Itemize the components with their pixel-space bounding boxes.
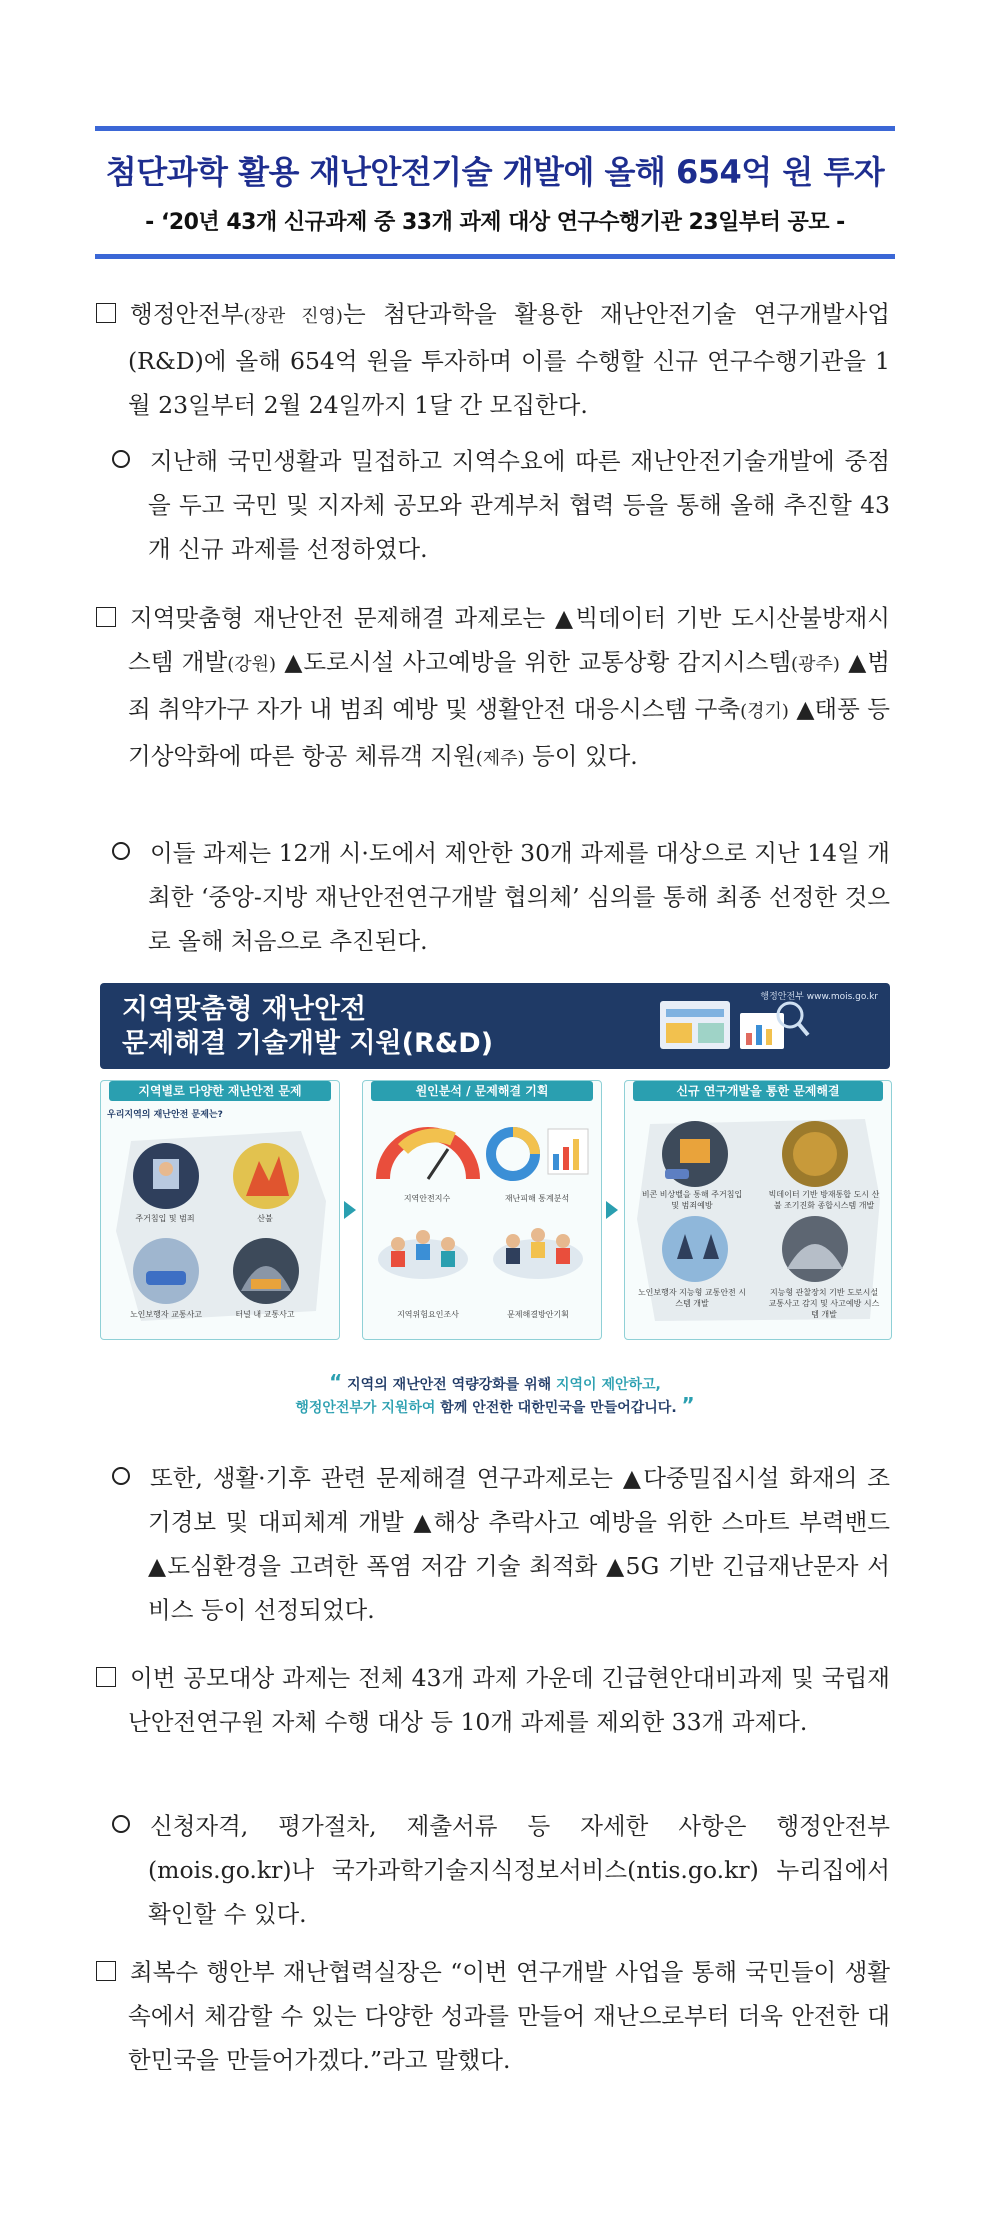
ministry-logo: 행정안전부 www.mois.go.kr: [760, 992, 878, 1002]
infographic: [100, 975, 890, 1430]
paragraph-2: 지난해 국민생활과 밀접하고 지역수요에 따른 재난안전기술개발에 중점을 두고 국민 및 지자체 공모와 관계부처 협력 등을 통해 올해 추진할 43개 신규 과제를 선정하였다.: [112, 439, 890, 571]
square-bullet-icon: [96, 607, 116, 627]
paragraph-5: 또한, 생활·기후 관련 문제해결 연구과제로는 ▲다중밀집시설 화재의 조기경보 및 대피체계 개발 ▲해상 추락사고 예방을 위한 스마트 부력밴드 ▲도심환경을 고려한 폭염 저감 기술 최적화 ▲5G 기반 긴급재난문자 서비스 등이 선정되었다.: [112, 1456, 890, 1632]
paragraph-8: 최복수 행안부 재난협력실장은 “이번 연구개발 사업을 통해 국민들이 생활 속에서 체감할 수 있는 다양한 성과를 만들어 재난으로부터 더욱 안전한 대한민국을 만들어가겠다.”라고 말했다.: [96, 1950, 890, 2082]
top-rule: [95, 126, 895, 131]
infographic-banner: [100, 983, 890, 1069]
panel-1-question: 우리지역의 재난안전 문제는?: [107, 1110, 223, 1120]
panel-3-header: 신규 연구개발을 통한 문제해결: [633, 1081, 883, 1101]
analytics-illustration-icon: [660, 993, 810, 1063]
panel-1-header: 지역별로 다양한 재난안전 문제: [109, 1081, 331, 1101]
panel-2-header: 원인분석 / 문제해결 기획: [371, 1081, 593, 1101]
paragraph-3: 지역맞춤형 재난안전 문제해결 과제로는 ▲빅데이터 기반 도시산불방재시스템 개발(강원) ▲도로시설 사고예방을 위한 교통상황 감지시스템(광주) ▲범죄 취약가구 자가 내 범죄 예방 및 생활안전 대응시스템 구축(경기) ▲태풍 등 기상악화에 따른 항공 체류객 지원(제주) 등이 있다.: [96, 596, 890, 781]
regional-problem-illustrations: [101, 1121, 339, 1331]
circle-bullet-icon: [112, 1815, 130, 1833]
infographic-title: 지역맞춤형 재난안전 문제해결 기술개발 지원(R&D): [122, 994, 494, 1059]
panel-regional-problems: 지역별로 다양한 재난안전 문제 우리지역의 재난안전 문제는? 주거침입 및 범죄 산불 노인보행자 교통사고 터널 내 교통사고: [100, 1080, 340, 1340]
paragraph-1: 행정안전부(장관 진영)는 첨단과학을 활용한 재난안전기술 연구개발사업(R&D)에 올해 654억 원을 투자하며 이를 수행할 신규 연구수행기관을 1월 23일부터 2월 24일까지 1달 간 모집한다.: [96, 292, 890, 427]
infographic-quote-line-2: 행정안전부가 지원하여 함께 안전한 대한민국을 만들어갑니다. ”: [295, 1393, 695, 1417]
page-subtitle: - ‘20년 43개 신규과제 중 33개 과제 대상 연구수행기관 23일부터 공모 -: [145, 210, 845, 235]
square-bullet-icon: [96, 1667, 116, 1687]
bottom-rule: [95, 254, 895, 259]
flow-arrow-icon: [606, 1201, 618, 1219]
panel-new-rnd-solutions: 신규 연구개발을 통한 문제해결 비콘 비상벨을 통해 주거침입 및 범죄예방 빅데이터 기반 방재통합 도시 산불 조기진화 종합시스템 개발 노인보행자 지능형 교통안전 시스템 개발 지능형 관찰장치 기반 도로시설 교통사고 감지 및 사고예방 시스템 개발: [624, 1080, 892, 1340]
paragraph-4: 이들 과제는 12개 시·도에서 제안한 30개 과제를 대상으로 지난 14일 개최한 ‘중앙-지방 재난안전연구개발 협의체’ 심의를 통해 최종 선정한 것으로 올해 처음으로 추진된다.: [112, 831, 890, 963]
paragraph-6: 이번 공모대상 과제는 전체 43개 과제 가운데 긴급현안대비과제 및 국립재난안전연구원 자체 수행 대상 등 10개 과제를 제외한 33개 과제다.: [96, 1656, 890, 1744]
panel-analysis-planning: 원인분석 / 문제해결 기획 지역안전지수 재난피해 통계분석 지역위험요인조사 문제해결방안기획: [362, 1080, 602, 1340]
circle-bullet-icon: [112, 1467, 130, 1485]
analysis-illustrations: [363, 1109, 601, 1329]
page-title: 첨단과학 활용 재난안전기술 개발에 올해 654억 원 투자: [105, 153, 885, 191]
infographic-quote-line-1: “ 지역의 재난안전 역량강화를 위해 지역이 제안하고,: [329, 1370, 661, 1394]
flow-arrow-icon: [344, 1201, 356, 1219]
square-bullet-icon: [96, 303, 116, 323]
square-bullet-icon: [96, 1961, 116, 1981]
circle-bullet-icon: [112, 842, 130, 860]
circle-bullet-icon: [112, 450, 130, 468]
paragraph-7: 신청자격, 평가절차, 제출서류 등 자세한 사항은 행정안전부(mois.go.kr)나 국가과학기술지식정보서비스(ntis.go.kr) 누리집에서 확인할 수 있다.: [112, 1804, 890, 1936]
